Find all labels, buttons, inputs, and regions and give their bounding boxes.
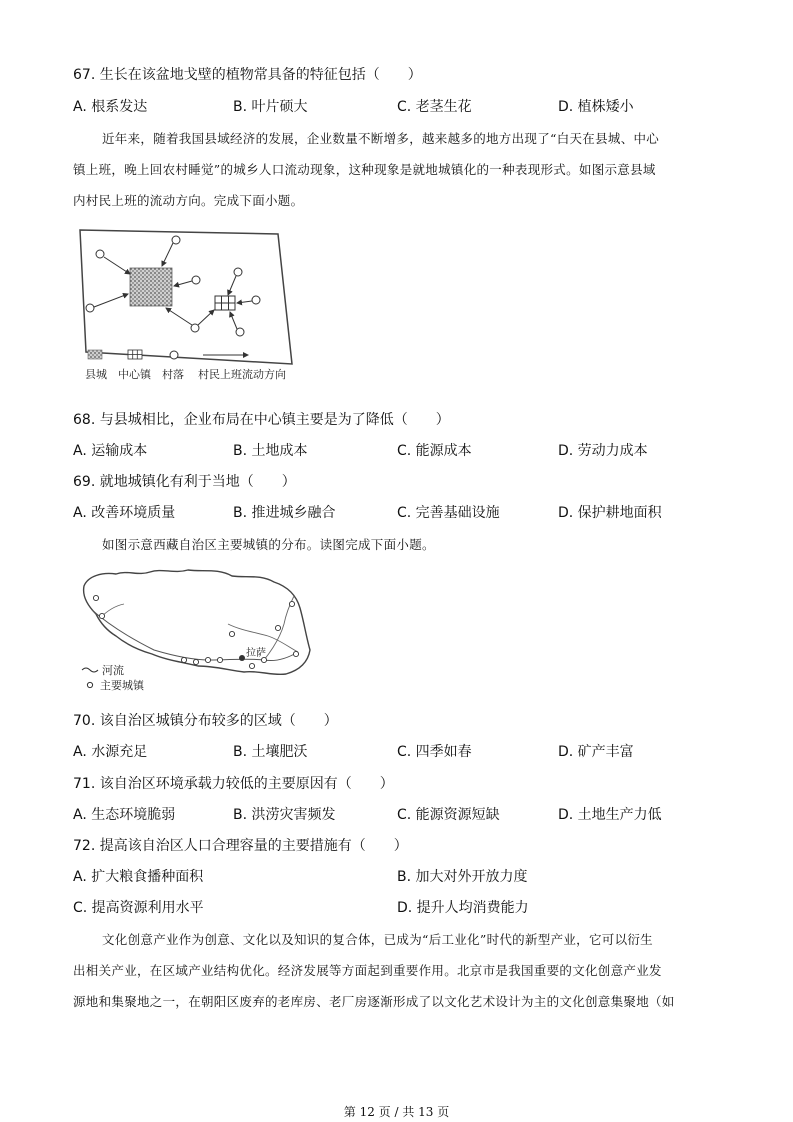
q67-option-d: D. 植株矮小 bbox=[558, 99, 634, 115]
county-town-block bbox=[130, 268, 172, 306]
county-commute-figure bbox=[78, 224, 300, 396]
commute-arrow bbox=[198, 310, 214, 325]
q72-option-d: D. 提升人均消费能力 bbox=[397, 900, 529, 916]
town bbox=[249, 663, 254, 668]
q71-option-a: A. 生态环境脆弱 bbox=[73, 807, 176, 823]
intro1-line3: 内村民上班的流动方向。完成下面小题。 bbox=[73, 193, 304, 208]
commute-arrow bbox=[166, 308, 192, 325]
village bbox=[252, 296, 260, 304]
intro3-line3: 源地和集聚地之一，在朝阳区废弃的老库房、老厂房逐渐形成了以文化艺术设计为主的文化创意集聚地（如 bbox=[73, 994, 675, 1009]
question-69-stem: 69. 就地城镇化有利于当地（ ） bbox=[73, 474, 296, 490]
town bbox=[99, 613, 104, 618]
lhasa-dot bbox=[239, 655, 245, 661]
commute-arrow bbox=[104, 257, 130, 274]
village bbox=[86, 304, 94, 312]
q72-option-a: A. 扩大粮食播种面积 bbox=[73, 869, 204, 885]
legend-village-label: 村落 bbox=[162, 368, 184, 381]
legend-town-label: 主要城镇 bbox=[100, 679, 144, 692]
commute-arrow bbox=[162, 243, 173, 266]
legend-river-label: 河流 bbox=[102, 664, 124, 677]
town bbox=[193, 659, 198, 664]
town bbox=[229, 631, 234, 636]
central-town-symbol bbox=[215, 296, 235, 310]
commute-arrow bbox=[230, 312, 237, 329]
intro1-line1: 近年来，随着我国县域经济的发展，企业数量不断增多，越来越多的地方出现了“白天在县城、中心 bbox=[102, 131, 660, 146]
q69-option-c: C. 完善基础设施 bbox=[397, 505, 500, 521]
village bbox=[236, 328, 244, 336]
legend-town-symbol bbox=[87, 682, 92, 687]
q69-option-b: B. 推进城乡融合 bbox=[233, 505, 336, 521]
town bbox=[275, 625, 280, 630]
q70-option-c: C. 四季如春 bbox=[397, 744, 472, 760]
q71-option-d: D. 土地生产力低 bbox=[558, 807, 662, 823]
q70-option-a: A. 水源充足 bbox=[73, 744, 148, 760]
q71-option-c: C. 能源资源短缺 bbox=[397, 807, 500, 823]
question-71-stem: 71. 该自治区环境承载力较低的主要原因有（ ） bbox=[73, 776, 394, 792]
legend-county-label: 县城 bbox=[85, 368, 107, 381]
legend-central-symbol bbox=[128, 350, 142, 359]
town-dots bbox=[93, 595, 298, 668]
question-67-stem: 67. 生长在该盆地戈壁的植物常具备的特征包括（ ） bbox=[73, 67, 422, 83]
lhasa-label: 拉萨 bbox=[246, 648, 266, 659]
commute-arrow bbox=[237, 301, 252, 303]
q68-option-c: C. 能源成本 bbox=[397, 443, 472, 459]
legend-arrow-label: 村民上班流动方向 bbox=[198, 368, 286, 381]
q68-option-b: B. 土地成本 bbox=[233, 443, 308, 459]
q68-option-a: A. 运输成本 bbox=[73, 443, 148, 459]
question-70-stem: 70. 该自治区城镇分布较多的区域（ ） bbox=[73, 713, 338, 729]
town bbox=[205, 657, 210, 662]
legend-county-symbol bbox=[88, 350, 102, 359]
q72-option-b: B. 加大对外开放力度 bbox=[397, 869, 528, 885]
q69-option-d: D. 保护耕地面积 bbox=[558, 505, 662, 521]
intro3-line2: 出相关产业，在区域产业结构优化。经济发展等方面起到重要作用。北京市是我国重要的文化创意产业发 bbox=[73, 963, 662, 978]
q67-option-c: C. 老茎生花 bbox=[397, 99, 472, 115]
commute-arrows bbox=[94, 243, 252, 329]
map-frame bbox=[80, 230, 292, 364]
commute-arrow bbox=[174, 281, 192, 286]
village bbox=[192, 276, 200, 284]
legend-central-label: 中心镇 bbox=[118, 368, 151, 381]
town bbox=[293, 651, 298, 656]
question-68-stem: 68. 与县城相比，企业布局在中心镇主要是为了降低（ ） bbox=[73, 412, 450, 428]
town bbox=[181, 657, 186, 662]
intro1-line2: 镇上班，晚上回农村睡觉”的城乡人口流动现象，这种现象是就地城镇化的一种表现形式。如图示意县域 bbox=[73, 162, 656, 177]
village bbox=[234, 268, 242, 276]
q71-option-b: B. 洪涝灾害频发 bbox=[233, 807, 336, 823]
q69-option-a: A. 改善环境质量 bbox=[73, 505, 176, 521]
village bbox=[96, 250, 104, 258]
q67-option-a: A. 根系发达 bbox=[73, 99, 148, 115]
commute-arrow bbox=[94, 294, 128, 307]
tibet-towns-map bbox=[78, 564, 314, 700]
legend-village-symbol bbox=[170, 351, 178, 359]
q70-option-d: D. 矿产丰富 bbox=[558, 744, 634, 760]
q67-option-b: B. 叶片硕大 bbox=[233, 99, 308, 115]
page-number: 第 12 页 / 共 13 页 bbox=[343, 1105, 450, 1119]
intro2: 如图示意西藏自治区主要城镇的分布。读图完成下面小题。 bbox=[102, 537, 435, 552]
village bbox=[191, 324, 199, 332]
legend-river-symbol bbox=[82, 668, 98, 672]
q72-option-c: C. 提高资源利用水平 bbox=[73, 900, 204, 916]
village bbox=[172, 236, 180, 244]
town bbox=[217, 657, 222, 662]
q68-option-d: D. 劳动力成本 bbox=[558, 443, 648, 459]
question-72-stem: 72. 提高该自治区人口合理容量的主要措施有（ ） bbox=[73, 838, 408, 854]
town bbox=[93, 595, 98, 600]
town bbox=[289, 601, 294, 606]
commute-arrow bbox=[228, 276, 236, 295]
intro3-line1: 文化创意产业作为创意、文化以及知识的复合体，已成为“后工业化”时代的新型产业，它可以衍生 bbox=[102, 932, 653, 947]
river-main bbox=[92, 610, 298, 661]
q70-option-b: B. 土壤肥沃 bbox=[233, 744, 308, 760]
